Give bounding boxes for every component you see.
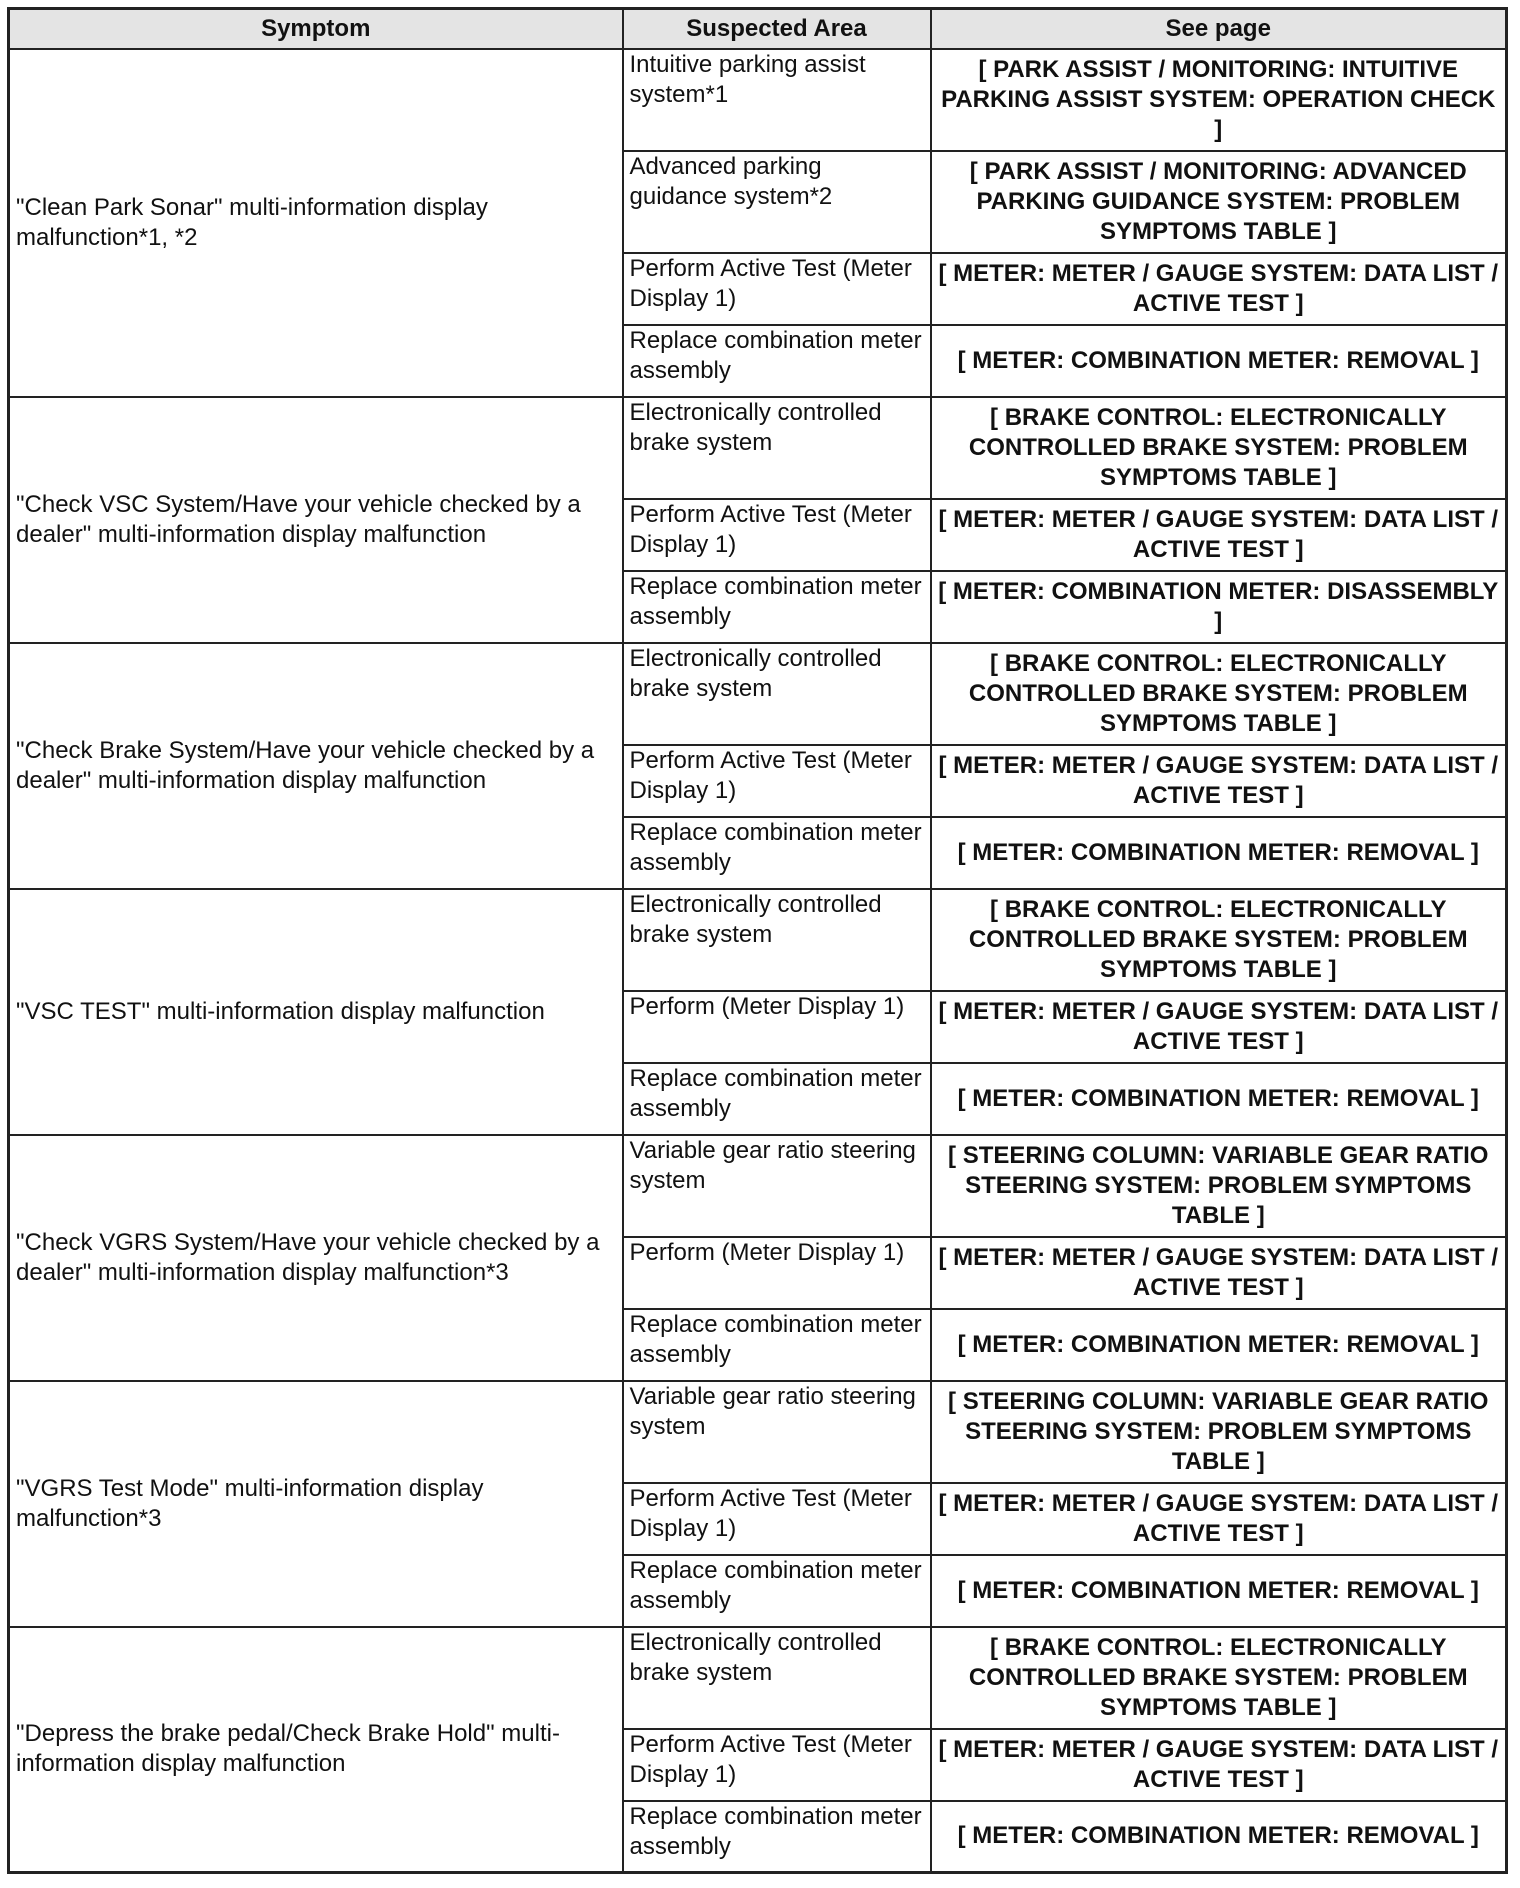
suspected-area-cell: Electronically controlled brake system [623,889,931,991]
suspected-area-cell: Electronically controlled brake system [623,643,931,745]
header-symptom: Symptom [9,9,623,49]
problem-symptoms-table [7,7,1508,1874]
suspected-area-cell: Variable gear ratio steering system [623,1135,931,1237]
see-page-reference: [ METER: METER / GAUGE SYSTEM: DATA LIST / ACTIVE TEST ] [931,1237,1507,1309]
suspected-area-cell: Electronically controlled brake system [623,397,931,499]
suspected-area-cell: Replace combination meter assembly [623,1555,931,1627]
see-page-reference: [ METER: METER / GAUGE SYSTEM: DATA LIST / ACTIVE TEST ] [931,1483,1507,1555]
suspected-area-cell: Perform Active Test (Meter Display 1) [623,745,931,817]
see-page-reference: [ METER: METER / GAUGE SYSTEM: DATA LIST / ACTIVE TEST ] [931,1729,1507,1801]
suspected-area-cell: Replace combination meter assembly [623,1309,931,1381]
header-suspected-area: Suspected Area [623,9,931,49]
see-page-reference: [ METER: COMBINATION METER: REMOVAL ] [931,1063,1507,1135]
symptom-cell: "Check Brake System/Have your vehicle checked by a dealer" multi-information display malfunction [9,643,623,889]
see-page-reference: [ BRAKE CONTROL: ELECTRONICALLY CONTROLLED BRAKE SYSTEM: PROBLEM SYMPTOMS TABLE ] [931,889,1507,991]
see-page-reference: [ STEERING COLUMN: VARIABLE GEAR RATIO STEERING SYSTEM: PROBLEM SYMPTOMS TABLE ] [931,1381,1507,1483]
see-page-reference: [ METER: COMBINATION METER: REMOVAL ] [931,1555,1507,1627]
table-row [9,49,1507,151]
see-page-reference: [ METER: COMBINATION METER: DISASSEMBLY ] [931,571,1507,643]
symptom-cell: "Depress the brake pedal/Check Brake Hold" multi-information display malfunction [9,1627,623,1873]
see-page-reference: [ PARK ASSIST / MONITORING: INTUITIVE PARKING ASSIST SYSTEM: OPERATION CHECK ] [931,49,1507,151]
suspected-area-cell: Intuitive parking assist system*1 [623,49,931,151]
suspected-area-cell: Perform (Meter Display 1) [623,991,931,1063]
table-row [9,1135,1507,1237]
see-page-reference: [ PARK ASSIST / MONITORING: ADVANCED PARKING GUIDANCE SYSTEM: PROBLEM SYMPTOMS TABLE ] [931,151,1507,253]
suspected-area-cell: Replace combination meter assembly [623,325,931,397]
symptom-cell: "Check VSC System/Have your vehicle checked by a dealer" multi-information display malfunction [9,397,623,643]
suspected-area-cell: Replace combination meter assembly [623,1063,931,1135]
see-page-reference: [ BRAKE CONTROL: ELECTRONICALLY CONTROLLED BRAKE SYSTEM: PROBLEM SYMPTOMS TABLE ] [931,643,1507,745]
table-row [9,1627,1507,1729]
suspected-area-cell: Replace combination meter assembly [623,1801,931,1873]
header-see-page: See page [931,9,1507,49]
suspected-area-cell: Variable gear ratio steering system [623,1381,931,1483]
see-page-reference: [ METER: METER / GAUGE SYSTEM: DATA LIST / ACTIVE TEST ] [931,499,1507,571]
see-page-reference: [ BRAKE CONTROL: ELECTRONICALLY CONTROLLED BRAKE SYSTEM: PROBLEM SYMPTOMS TABLE ] [931,397,1507,499]
suspected-area-cell: Perform Active Test (Meter Display 1) [623,1729,931,1801]
suspected-area-cell: Perform Active Test (Meter Display 1) [623,253,931,325]
suspected-area-cell: Perform (Meter Display 1) [623,1237,931,1309]
see-page-reference: [ METER: COMBINATION METER: REMOVAL ] [931,817,1507,889]
see-page-reference: [ METER: COMBINATION METER: REMOVAL ] [931,325,1507,397]
see-page-reference: [ METER: COMBINATION METER: REMOVAL ] [931,1309,1507,1381]
table-row [9,397,1507,499]
suspected-area-cell: Electronically controlled brake system [623,1627,931,1729]
table-row [9,643,1507,745]
table-row [9,889,1507,991]
suspected-area-cell: Advanced parking guidance system*2 [623,151,931,253]
suspected-area-cell: Perform Active Test (Meter Display 1) [623,499,931,571]
symptom-cell: "VGRS Test Mode" multi-information display malfunction*3 [9,1381,623,1627]
see-page-reference: [ BRAKE CONTROL: ELECTRONICALLY CONTROLLED BRAKE SYSTEM: PROBLEM SYMPTOMS TABLE ] [931,1627,1507,1729]
table-row [9,1381,1507,1483]
table-header-row [9,9,1507,49]
symptom-cell: "Clean Park Sonar" multi-information display malfunction*1, *2 [9,49,623,397]
suspected-area-cell: Replace combination meter assembly [623,571,931,643]
see-page-reference: [ METER: METER / GAUGE SYSTEM: DATA LIST / ACTIVE TEST ] [931,745,1507,817]
suspected-area-cell: Perform Active Test (Meter Display 1) [623,1483,931,1555]
symptom-cell: "VSC TEST" multi-information display malfunction [9,889,623,1135]
symptom-cell: "Check VGRS System/Have your vehicle checked by a dealer" multi-information display malfunction*3 [9,1135,623,1381]
see-page-reference: [ STEERING COLUMN: VARIABLE GEAR RATIO STEERING SYSTEM: PROBLEM SYMPTOMS TABLE ] [931,1135,1507,1237]
see-page-reference: [ METER: METER / GAUGE SYSTEM: DATA LIST / ACTIVE TEST ] [931,991,1507,1063]
see-page-reference: [ METER: METER / GAUGE SYSTEM: DATA LIST / ACTIVE TEST ] [931,253,1507,325]
suspected-area-cell: Replace combination meter assembly [623,817,931,889]
see-page-reference: [ METER: COMBINATION METER: REMOVAL ] [931,1801,1507,1873]
problem-symptoms-document [7,7,1505,1874]
